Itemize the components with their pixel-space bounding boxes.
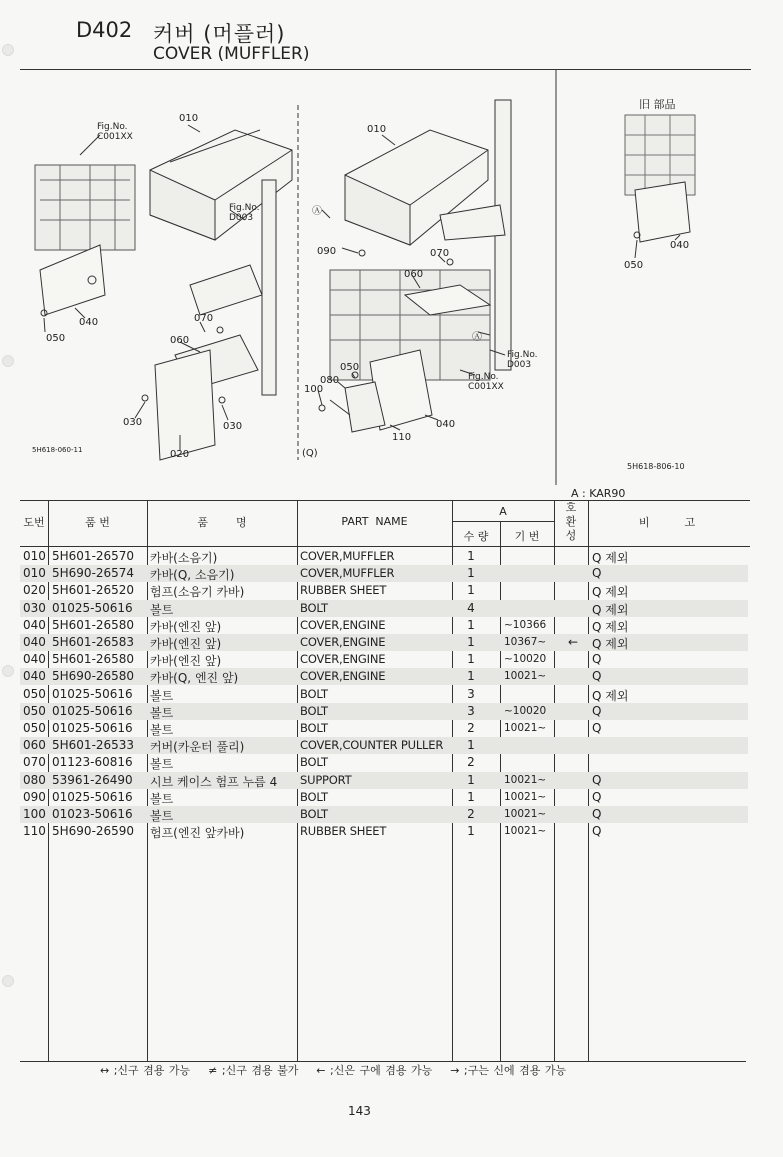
row-part-name-en: COVER,ENGINE bbox=[300, 617, 386, 632]
fig-ref-d003-left bbox=[229, 203, 260, 223]
section-code: D402 bbox=[76, 18, 133, 42]
row-quantity: 1 bbox=[467, 583, 475, 598]
header-name: 품 명 bbox=[197, 516, 247, 529]
row-part-name-en: BOLT bbox=[300, 755, 328, 770]
compat-legend: ↔ ;신구 겸용 가능 ≠ ;신구 겸용 불가 ← ;신은 구에 겸용 가능 → ;구는 신에 겸용 가능 bbox=[100, 1064, 567, 1077]
row-compatibility: ← bbox=[568, 635, 579, 649]
table-row bbox=[20, 582, 748, 599]
table-row bbox=[20, 651, 748, 668]
callout-040: 040 bbox=[79, 317, 99, 328]
fig-ref-c001xx-right bbox=[468, 372, 504, 392]
callout-060: 060 bbox=[170, 335, 190, 346]
row-part-name-ko: 볼트 bbox=[150, 688, 174, 703]
table-row bbox=[20, 617, 748, 634]
row-part-name-ko: 볼트 bbox=[150, 723, 174, 737]
row-remarks: Q bbox=[592, 703, 602, 718]
row-part-name-ko: 카바(Q, 엔진 앞) bbox=[150, 671, 239, 686]
header-part-no: 품 번 bbox=[85, 516, 110, 529]
table-row bbox=[20, 806, 748, 823]
row-item-no: 040 bbox=[23, 617, 46, 632]
row-quantity: 1 bbox=[467, 772, 475, 787]
row-serial: 10021~ bbox=[504, 808, 547, 820]
header-compat: 호 환 성 bbox=[565, 501, 577, 542]
header-part-name: PART NAME bbox=[341, 515, 408, 528]
callout-020: 020 bbox=[170, 449, 190, 460]
row-part-number: 01025-50616 bbox=[52, 686, 133, 701]
row-part-name-ko: 카바(엔진 앞) bbox=[150, 619, 222, 634]
callout-050: 050 bbox=[624, 260, 644, 271]
row-remarks: Q 제외 bbox=[592, 637, 629, 651]
table-caption: A : KAR90 bbox=[571, 487, 626, 500]
row-part-number: 5H601-26533 bbox=[52, 738, 135, 753]
row-quantity: 1 bbox=[467, 566, 475, 581]
row-quantity: 1 bbox=[467, 738, 475, 753]
row-part-name-en: COVER,ENGINE bbox=[300, 635, 386, 649]
callout-070: 070 bbox=[430, 248, 450, 259]
row-item-no: 010 bbox=[23, 566, 46, 581]
row-remarks: Q 제외 bbox=[592, 619, 629, 634]
row-serial: ~10020 bbox=[504, 704, 547, 717]
callout-070: 070 bbox=[194, 313, 214, 324]
row-part-number: 01123-60816 bbox=[52, 755, 133, 770]
row-part-name-en: COVER,MUFFLER bbox=[300, 549, 395, 563]
row-serial: 10021~ bbox=[504, 722, 547, 734]
row-part-name-ko: 험프(엔진 앞카바) bbox=[150, 826, 245, 841]
row-part-number: 01023-50616 bbox=[52, 807, 133, 821]
callout-100: 100 bbox=[304, 384, 324, 395]
row-remarks: Q bbox=[592, 669, 602, 684]
row-quantity: 2 bbox=[467, 807, 475, 821]
table-row bbox=[20, 668, 748, 685]
callout-050: 050 bbox=[46, 333, 66, 344]
row-part-name-ko: 볼트 bbox=[150, 705, 174, 720]
binder-hole bbox=[2, 665, 14, 677]
table-row bbox=[20, 600, 748, 617]
table-top-rule bbox=[20, 500, 750, 501]
row-quantity: 1 bbox=[467, 789, 475, 804]
callout-040: 040 bbox=[436, 419, 456, 430]
callout-030: 030 bbox=[123, 417, 143, 428]
callout-ref-a: Ⓐ bbox=[472, 332, 482, 343]
row-part-name-en: BOLT bbox=[300, 703, 328, 718]
row-part-number: 5H601-26570 bbox=[52, 549, 135, 563]
callout-ref-a: Ⓐ bbox=[312, 206, 322, 217]
row-quantity: 1 bbox=[467, 669, 475, 684]
header-serial: 기 번 bbox=[514, 530, 540, 543]
row-quantity: 1 bbox=[467, 617, 475, 632]
table-row bbox=[20, 720, 748, 737]
row-part-number: 5H601-26520 bbox=[52, 583, 135, 598]
row-serial: 10021~ bbox=[504, 790, 547, 803]
row-item-no: 070 bbox=[23, 755, 46, 770]
row-remarks: Q bbox=[592, 652, 602, 667]
row-serial: ~10366 bbox=[504, 618, 547, 631]
group-a-rule bbox=[452, 521, 554, 522]
row-part-name-ko: 카바(엔진 앞) bbox=[150, 637, 222, 651]
callout-030: 030 bbox=[223, 421, 243, 432]
row-remarks: Q 제외 bbox=[592, 602, 629, 617]
row-part-name-ko: 험프(소음기 카바) bbox=[150, 585, 245, 600]
header-no: 도번 bbox=[23, 516, 45, 529]
header-remarks: 비 고 bbox=[638, 516, 696, 529]
table-row bbox=[20, 548, 748, 565]
row-part-name-en: BOLT bbox=[300, 600, 328, 615]
row-part-number: 5H690-26580 bbox=[52, 669, 135, 684]
diagram-code-left: 5H618-060-11 bbox=[32, 446, 83, 454]
row-part-name-en: RUBBER SHEET bbox=[300, 824, 387, 839]
binder-hole bbox=[2, 975, 14, 987]
row-part-name-ko: 카바(소음기) bbox=[150, 551, 218, 565]
fig-ref-label: Fig.No. bbox=[97, 122, 128, 132]
row-part-name-ko: 카바(엔진 앞) bbox=[150, 654, 222, 669]
fig-ref-d003-right bbox=[507, 350, 538, 370]
row-serial: 10021~ bbox=[504, 773, 547, 786]
row-part-name-en: SUPPORT bbox=[300, 772, 352, 787]
row-part-number: 01025-50616 bbox=[52, 721, 133, 735]
row-serial: 10021~ bbox=[504, 825, 547, 838]
row-remarks: Q 제외 bbox=[592, 688, 629, 703]
header-group-a: A bbox=[499, 505, 507, 518]
row-quantity: 1 bbox=[467, 635, 475, 649]
row-part-name-en: BOLT bbox=[300, 686, 328, 701]
row-quantity: 2 bbox=[467, 755, 475, 770]
callout-080: 080 bbox=[320, 375, 340, 386]
table-row bbox=[20, 823, 748, 840]
row-remarks: Q bbox=[592, 721, 602, 735]
row-part-name-ko: 볼트 bbox=[150, 757, 174, 772]
table-header-rule bbox=[20, 546, 750, 547]
row-serial: 10021~ bbox=[504, 670, 547, 683]
fig-ref-number: C001XX bbox=[97, 132, 133, 142]
row-item-no: 020 bbox=[23, 583, 46, 598]
row-part-number: 5H601-26583 bbox=[52, 635, 135, 649]
row-part-name-en: BOLT bbox=[300, 789, 328, 804]
table-row bbox=[20, 565, 748, 582]
fig-ref-number: D003 bbox=[229, 213, 254, 223]
table-row bbox=[20, 634, 748, 651]
table-row bbox=[20, 686, 748, 703]
table-row bbox=[20, 789, 748, 806]
row-remarks: Q bbox=[592, 566, 602, 581]
fig-ref-number: C001XX bbox=[468, 382, 504, 392]
callout-040: 040 bbox=[670, 240, 690, 251]
row-remarks: Q bbox=[592, 824, 602, 839]
row-part-number: 53961-26490 bbox=[52, 772, 133, 787]
row-quantity: 2 bbox=[467, 721, 475, 735]
row-quantity: 1 bbox=[467, 824, 475, 839]
row-serial: ~10020 bbox=[504, 653, 547, 666]
page-title-english: COVER (MUFFLER) bbox=[153, 44, 310, 64]
row-remarks: Q bbox=[592, 772, 602, 787]
row-part-number: 01025-50616 bbox=[52, 789, 133, 804]
old-parts-label: 旧 部品 bbox=[639, 98, 676, 111]
row-part-name-ko: 볼트 bbox=[150, 602, 174, 617]
row-quantity: 3 bbox=[467, 703, 475, 718]
page-title-korean: 커버 (머플러) bbox=[153, 22, 286, 46]
row-item-no: 040 bbox=[23, 669, 46, 684]
row-item-no: 090 bbox=[23, 789, 46, 804]
row-part-number: 5H601-26580 bbox=[52, 652, 135, 667]
row-part-number: 5H601-26580 bbox=[52, 617, 135, 632]
callout-090: 090 bbox=[317, 246, 337, 257]
row-part-name-en: BOLT bbox=[300, 807, 328, 821]
row-part-name-ko: 볼트 bbox=[150, 809, 174, 823]
row-part-number: 5H690-26590 bbox=[52, 824, 135, 839]
row-item-no: 050 bbox=[23, 686, 46, 701]
row-item-no: 010 bbox=[23, 549, 46, 563]
row-item-no: 040 bbox=[23, 652, 46, 667]
row-part-name-en: COVER,ENGINE bbox=[300, 652, 386, 667]
row-remarks: Q 제외 bbox=[592, 585, 629, 600]
fig-ref-label: Fig.No. bbox=[468, 372, 499, 382]
row-remarks: Q 제외 bbox=[592, 551, 629, 565]
row-item-no: 100 bbox=[23, 807, 46, 821]
row-quantity: 1 bbox=[467, 652, 475, 667]
fig-ref-number: D003 bbox=[507, 360, 532, 370]
row-item-no: 050 bbox=[23, 703, 46, 718]
row-part-name-ko: 볼트 bbox=[150, 791, 174, 806]
row-quantity: 4 bbox=[467, 600, 475, 615]
binder-hole bbox=[2, 44, 14, 56]
callout-060: 060 bbox=[404, 269, 424, 280]
row-part-number: 01025-50616 bbox=[52, 703, 133, 718]
row-part-name-ko: 카바(Q, 소음기) bbox=[150, 568, 235, 583]
row-quantity: 3 bbox=[467, 686, 475, 701]
row-part-name-en: BOLT bbox=[300, 721, 328, 735]
row-item-no: 110 bbox=[23, 824, 46, 839]
variant-tag: (Q) bbox=[302, 448, 318, 459]
row-item-no: 040 bbox=[23, 635, 46, 649]
fig-ref-label: Fig.No. bbox=[229, 203, 260, 213]
callout-050: 050 bbox=[340, 362, 360, 373]
row-part-name-ko: 커버(카운터 풀리) bbox=[150, 740, 245, 755]
table-row bbox=[20, 772, 748, 789]
callout-010: 010 bbox=[179, 113, 199, 124]
page-number: 143 bbox=[348, 1104, 371, 1118]
row-serial: 10367~ bbox=[504, 636, 547, 648]
row-remarks: Q bbox=[592, 807, 602, 821]
row-item-no: 050 bbox=[23, 721, 46, 735]
row-part-name-en: RUBBER SHEET bbox=[300, 583, 387, 598]
row-part-name-ko: 시브 케이스 험프 누름 4 bbox=[150, 774, 278, 789]
row-item-no: 030 bbox=[23, 600, 46, 615]
row-item-no: 060 bbox=[23, 738, 46, 753]
callout-010: 010 bbox=[367, 124, 387, 135]
fig-ref-label: Fig.No. bbox=[507, 350, 538, 360]
table-row bbox=[20, 754, 748, 771]
row-part-number: 5H690-26574 bbox=[52, 566, 135, 581]
header-qty: 수 량 bbox=[463, 530, 489, 543]
table-row bbox=[20, 703, 748, 720]
row-part-name-en: COVER,ENGINE bbox=[300, 669, 386, 684]
row-part-name-en: COVER,COUNTER PULLER bbox=[300, 738, 444, 753]
fig-ref-c001xx-left bbox=[97, 122, 133, 142]
row-part-name-en: COVER,MUFFLER bbox=[300, 566, 395, 581]
row-remarks: Q bbox=[592, 789, 602, 804]
row-item-no: 080 bbox=[23, 772, 46, 787]
row-quantity: 1 bbox=[467, 549, 475, 563]
table-row bbox=[20, 737, 748, 754]
exploded-diagram bbox=[0, 70, 783, 500]
row-part-number: 01025-50616 bbox=[52, 600, 133, 615]
diagram-code-right: 5H618-806-10 bbox=[627, 462, 685, 471]
callout-110: 110 bbox=[392, 432, 412, 443]
